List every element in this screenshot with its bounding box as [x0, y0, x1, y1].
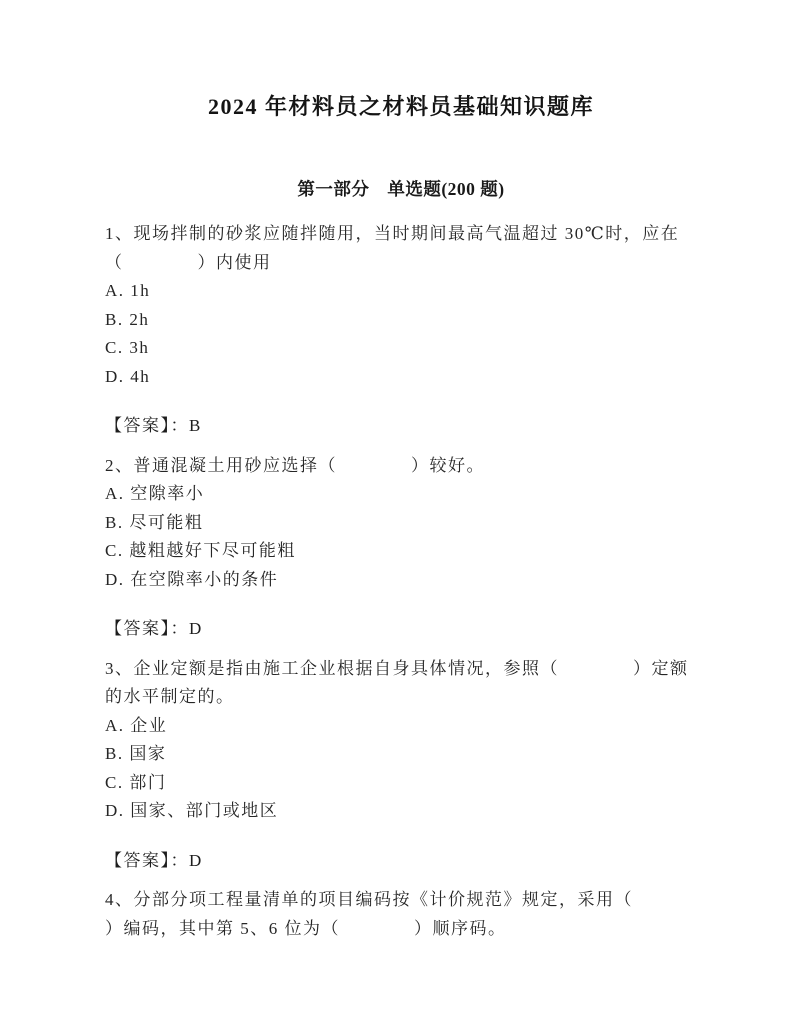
option-b: B. 2h: [105, 309, 150, 329]
question-block-1: [105, 220, 697, 441]
question-text-line: （ ）内使用: [105, 252, 272, 272]
question-text-line: 1、现场拌制的砂浆应随拌随用，当时期间最高气温超过 30℃时，应在: [105, 224, 680, 243]
question-block-2: [105, 452, 697, 644]
question-text: [105, 655, 697, 712]
answer-line: 【答案】：B: [105, 416, 202, 435]
question-text: [105, 886, 697, 943]
option-c: C. 部门: [105, 772, 167, 792]
option-d: D. 4h: [105, 366, 151, 386]
option-c: C. 3h: [105, 338, 150, 357]
option-a: A. 空隙率小: [105, 484, 205, 503]
question-text-line: ）编码，其中第 5、6 位为（ ）顺序码。: [105, 918, 507, 938]
section-heading: 第一部分 单选题(200 题): [297, 179, 505, 199]
option-a: A. 1h: [105, 281, 151, 300]
question-text-line: 的水平制定的。: [105, 687, 235, 706]
document-title: 2024 年材料员之材料员基础知识题库: [207, 94, 594, 119]
question-block-4: [105, 886, 697, 943]
question-text-line: 3、企业定额是指由施工企业根据自身具体情况，参照（ ）定额: [105, 658, 689, 678]
option-b: B. 尽可能粗: [105, 512, 204, 532]
option-d: D. 国家、部门或地区: [105, 801, 279, 820]
question-text: [105, 220, 697, 277]
question-text: [105, 452, 697, 481]
option-d: D. 在空隙率小的条件: [105, 569, 279, 589]
question-text-line: 4、分部分项工程量清单的项目编码按《计价规范》规定，采用（: [105, 890, 633, 909]
answer-line: 【答案】：D: [105, 850, 203, 870]
option-c: C. 越粗越好下尽可能粗: [105, 541, 296, 560]
answer-line: 【答案】：D: [105, 619, 203, 638]
question-block-3: [105, 655, 697, 876]
option-a: A. 企业: [105, 715, 168, 735]
questions-list: [105, 220, 697, 943]
question-text-line: 2、普通混凝土用砂应选择（ ）较好。: [105, 455, 485, 475]
option-b: B. 国家: [105, 744, 167, 763]
